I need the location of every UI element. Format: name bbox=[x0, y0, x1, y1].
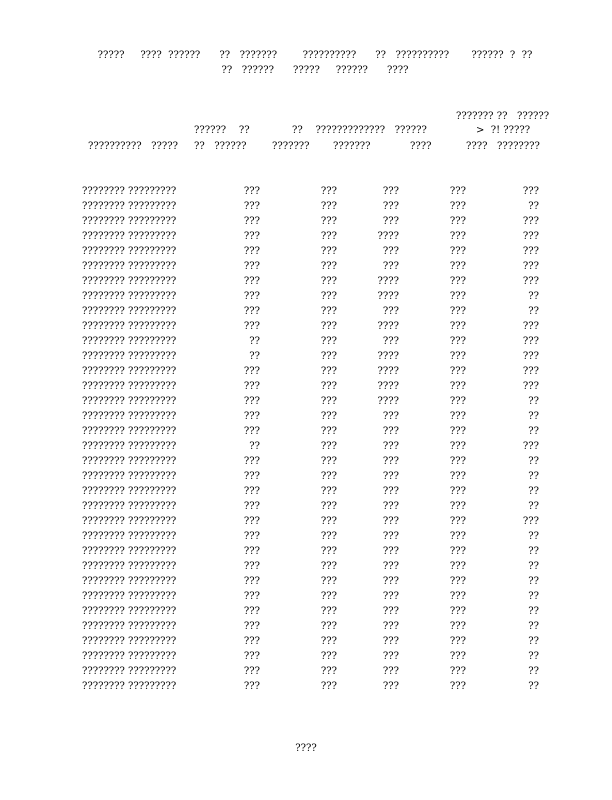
table-row bbox=[82, 259, 539, 274]
table-cell: ???????? bbox=[82, 621, 125, 632]
table-cell: ??? bbox=[449, 651, 466, 662]
table-cell: ???????? bbox=[82, 321, 125, 332]
header-top-right-1: ??????? ?? ?????? bbox=[456, 111, 550, 122]
table-cell: ??? bbox=[320, 381, 337, 392]
table-cell: ?? bbox=[528, 426, 539, 437]
table-cell: ??? bbox=[382, 456, 399, 467]
table-cell: ???????? bbox=[82, 681, 125, 692]
table-cell: ??? bbox=[320, 396, 337, 407]
table-cell: ???????? bbox=[82, 456, 125, 467]
table-row bbox=[82, 184, 539, 199]
table-cell: ??? bbox=[449, 246, 466, 257]
table-cell: ??? bbox=[320, 606, 337, 617]
table-cell: ????????? bbox=[128, 516, 177, 527]
table-cell: ??? bbox=[320, 216, 337, 227]
table-cell: ???????? bbox=[82, 396, 125, 407]
table-cell: ??? bbox=[243, 291, 260, 302]
table-cell: ??? bbox=[522, 351, 539, 362]
table-row bbox=[82, 664, 539, 679]
table-cell: ??? bbox=[243, 426, 260, 437]
table-cell: ????????? bbox=[128, 336, 177, 347]
table-cell: ????????? bbox=[128, 501, 177, 512]
table-cell: ???????? bbox=[82, 201, 125, 212]
table-row bbox=[82, 574, 539, 589]
table-row bbox=[82, 424, 539, 439]
table-cell: ??? bbox=[449, 396, 466, 407]
table-cell: ???????? bbox=[82, 591, 125, 602]
table-row bbox=[82, 499, 539, 514]
table-cell: ????????? bbox=[128, 381, 177, 392]
header-col2: ?? ?????? bbox=[194, 141, 247, 152]
table-cell: ??? bbox=[243, 471, 260, 482]
table-cell: ??? bbox=[320, 456, 337, 467]
table-cell: ??? bbox=[243, 546, 260, 557]
table-cell: ???????? bbox=[82, 231, 125, 242]
table-cell: ??? bbox=[382, 546, 399, 557]
table-cell: ????????? bbox=[128, 456, 177, 467]
table-cell: ??? bbox=[382, 666, 399, 677]
table-cell: ???????? bbox=[82, 471, 125, 482]
table-cell: ??? bbox=[449, 426, 466, 437]
table-cell: ???? bbox=[377, 396, 399, 407]
table-cell: ??? bbox=[449, 576, 466, 587]
header-top-right-2: > ?! ????? bbox=[476, 125, 531, 136]
table-cell: ??? bbox=[449, 591, 466, 602]
table-cell: ????????? bbox=[128, 441, 177, 452]
table-cell: ??? bbox=[320, 666, 337, 677]
table-cell: ??? bbox=[320, 501, 337, 512]
table-cell: ???????? bbox=[82, 306, 125, 317]
table-cell: ??? bbox=[522, 186, 539, 197]
table-cell: ??? bbox=[382, 486, 399, 497]
table-cell: ????????? bbox=[128, 306, 177, 317]
table-row bbox=[82, 544, 539, 559]
table-cell: ??? bbox=[320, 336, 337, 347]
table-row bbox=[82, 409, 539, 424]
table-cell: ??? bbox=[243, 636, 260, 647]
table-cell: ??? bbox=[243, 576, 260, 587]
table-cell: ??? bbox=[382, 471, 399, 482]
table-cell: ?? bbox=[528, 651, 539, 662]
table-cell: ??? bbox=[382, 501, 399, 512]
header-col0: ?????????? ????? bbox=[88, 141, 178, 152]
table-cell: ???????? bbox=[82, 531, 125, 542]
table-cell: ???? bbox=[377, 321, 399, 332]
table-cell: ????????? bbox=[128, 216, 177, 227]
table-cell: ??? bbox=[382, 636, 399, 647]
table-cell: ??? bbox=[449, 531, 466, 542]
table-cell: ??? bbox=[243, 246, 260, 257]
table-row bbox=[82, 319, 539, 334]
table-cell: ??? bbox=[382, 426, 399, 437]
table-cell: ??? bbox=[382, 531, 399, 542]
table-cell: ????????? bbox=[128, 546, 177, 557]
table-cell: ??? bbox=[382, 411, 399, 422]
table-cell: ???????? bbox=[82, 501, 125, 512]
table-cell: ??? bbox=[382, 576, 399, 587]
table-cell: ??? bbox=[243, 621, 260, 632]
table-cell: ??? bbox=[320, 651, 337, 662]
table-cell: ??? bbox=[320, 186, 337, 197]
table-cell: ??? bbox=[243, 186, 260, 197]
table-cell: ?? bbox=[528, 531, 539, 542]
table-cell: ??? bbox=[382, 591, 399, 602]
table-cell: ????????? bbox=[128, 261, 177, 272]
table-cell: ??? bbox=[320, 531, 337, 542]
table-cell: ????????? bbox=[128, 606, 177, 617]
table-cell: ????????? bbox=[128, 246, 177, 257]
table-cell: ??? bbox=[320, 636, 337, 647]
table-cell: ????????? bbox=[128, 486, 177, 497]
table-cell: ???????? bbox=[82, 336, 125, 347]
table-row bbox=[82, 649, 539, 664]
table-cell: ???????? bbox=[82, 666, 125, 677]
table-cell: ??? bbox=[243, 306, 260, 317]
table-cell: ??? bbox=[320, 291, 337, 302]
data-table bbox=[82, 184, 539, 694]
table-cell: ??? bbox=[522, 381, 539, 392]
table-cell: ??? bbox=[320, 426, 337, 437]
table-row bbox=[82, 304, 539, 319]
table-cell: ??? bbox=[449, 561, 466, 572]
table-cell: ??? bbox=[449, 516, 466, 527]
table-cell: ??? bbox=[522, 231, 539, 242]
table-cell: ??? bbox=[243, 456, 260, 467]
table-cell: ??? bbox=[320, 261, 337, 272]
table-cell: ?? bbox=[528, 576, 539, 587]
table-cell: ????????? bbox=[128, 666, 177, 677]
header-col4: ??????? bbox=[333, 141, 371, 152]
table-cell: ????????? bbox=[128, 576, 177, 587]
table-cell: ??? bbox=[449, 261, 466, 272]
table-cell: ?? bbox=[528, 456, 539, 467]
table-cell: ????????? bbox=[128, 681, 177, 692]
table-cell: ??? bbox=[382, 681, 399, 692]
table-cell: ????????? bbox=[128, 396, 177, 407]
table-cell: ????????? bbox=[128, 351, 177, 362]
table-cell: ???????? bbox=[82, 246, 125, 257]
table-row bbox=[82, 619, 539, 634]
table-cell: ??? bbox=[449, 381, 466, 392]
header-col3: ??????? bbox=[272, 141, 310, 152]
table-cell: ???????? bbox=[82, 366, 125, 377]
table-cell: ?? bbox=[528, 486, 539, 497]
table-cell: ??? bbox=[449, 636, 466, 647]
table-row bbox=[82, 394, 539, 409]
table-cell: ??? bbox=[243, 261, 260, 272]
table-cell: ??? bbox=[243, 486, 260, 497]
table-cell: ??? bbox=[243, 591, 260, 602]
table-cell: ??? bbox=[243, 201, 260, 212]
table-cell: ???? bbox=[377, 366, 399, 377]
table-cell: ?? bbox=[528, 591, 539, 602]
table-cell: ??? bbox=[449, 501, 466, 512]
table-row bbox=[82, 469, 539, 484]
table-cell: ???????? bbox=[82, 216, 125, 227]
table-cell: ????????? bbox=[128, 276, 177, 287]
title-line-2: ?? ?????? ????? ?????? ???? bbox=[221, 65, 409, 76]
table-cell: ????????? bbox=[128, 201, 177, 212]
table-row bbox=[82, 604, 539, 619]
table-cell: ??? bbox=[522, 276, 539, 287]
table-cell: ??? bbox=[449, 441, 466, 452]
table-cell: ?? bbox=[528, 501, 539, 512]
table-cell: ??? bbox=[243, 216, 260, 227]
table-cell: ??? bbox=[243, 516, 260, 527]
table-cell: ?? bbox=[249, 441, 260, 452]
table-cell: ??? bbox=[449, 456, 466, 467]
table-cell: ??? bbox=[320, 306, 337, 317]
table-cell: ??? bbox=[243, 531, 260, 542]
table-cell: ???????? bbox=[82, 381, 125, 392]
table-cell: ??? bbox=[382, 621, 399, 632]
table-row bbox=[82, 229, 539, 244]
table-cell: ????????? bbox=[128, 471, 177, 482]
table-cell: ????????? bbox=[128, 186, 177, 197]
table-row bbox=[82, 199, 539, 214]
table-cell: ??? bbox=[320, 681, 337, 692]
table-cell: ??? bbox=[320, 246, 337, 257]
table-cell: ??? bbox=[522, 336, 539, 347]
table-cell: ??? bbox=[243, 276, 260, 287]
table-cell: ??? bbox=[522, 516, 539, 527]
table-row bbox=[82, 484, 539, 499]
table-cell: ???????? bbox=[82, 486, 125, 497]
table-cell: ??? bbox=[243, 606, 260, 617]
table-row bbox=[82, 274, 539, 289]
table-cell: ??? bbox=[320, 486, 337, 497]
table-cell: ?? bbox=[528, 636, 539, 647]
table-cell: ??? bbox=[243, 681, 260, 692]
table-cell: ??? bbox=[449, 681, 466, 692]
table-cell: ?? bbox=[528, 561, 539, 572]
table-cell: ??? bbox=[382, 201, 399, 212]
table-row bbox=[82, 454, 539, 469]
table-cell: ??? bbox=[320, 516, 337, 527]
table-cell: ??? bbox=[382, 306, 399, 317]
table-cell: ??? bbox=[449, 276, 466, 287]
table-cell: ?? bbox=[528, 621, 539, 632]
table-row bbox=[82, 349, 539, 364]
table-cell: ??? bbox=[320, 471, 337, 482]
table-cell: ???????? bbox=[82, 561, 125, 572]
table-cell: ??? bbox=[243, 561, 260, 572]
table-cell: ????????? bbox=[128, 411, 177, 422]
table-row bbox=[82, 364, 539, 379]
table-cell: ??? bbox=[243, 651, 260, 662]
table-cell: ?? bbox=[528, 411, 539, 422]
table-row bbox=[82, 634, 539, 649]
table-cell: ??? bbox=[449, 621, 466, 632]
table-cell: ??? bbox=[320, 321, 337, 332]
table-cell: ?? bbox=[528, 681, 539, 692]
table-cell: ???? bbox=[377, 291, 399, 302]
header-col6: ???? ???????? bbox=[466, 141, 540, 152]
table-cell: ??? bbox=[382, 246, 399, 257]
table-cell: ?? bbox=[249, 336, 260, 347]
table-cell: ?? bbox=[528, 546, 539, 557]
title-line-1: ????? ???? ?????? ?? ??????? ?????????? ?? ?????????? ?????? ? ?? bbox=[97, 50, 533, 61]
table-row bbox=[82, 559, 539, 574]
table-row bbox=[82, 244, 539, 259]
table-cell: ??? bbox=[449, 486, 466, 497]
table-cell: ??? bbox=[243, 366, 260, 377]
document-title bbox=[80, 48, 550, 78]
table-row bbox=[82, 214, 539, 229]
table-cell: ??? bbox=[320, 231, 337, 242]
table-cell: ???????? bbox=[82, 291, 125, 302]
table-cell: ??? bbox=[320, 441, 337, 452]
table-cell: ??? bbox=[449, 231, 466, 242]
table-cell: ??? bbox=[320, 411, 337, 422]
table-cell: ???? bbox=[377, 351, 399, 362]
table-cell: ???????? bbox=[82, 411, 125, 422]
table-cell: ??? bbox=[382, 186, 399, 197]
table-cell: ???????? bbox=[82, 351, 125, 362]
table-cell: ????????? bbox=[128, 621, 177, 632]
table-cell: ??? bbox=[382, 651, 399, 662]
table-cell: ??? bbox=[449, 411, 466, 422]
table-cell: ????????? bbox=[128, 291, 177, 302]
table-cell: ???????? bbox=[82, 186, 125, 197]
table-cell: ??? bbox=[320, 351, 337, 362]
header-mid-1: ?????? ?? bbox=[194, 125, 250, 136]
table-cell: ??? bbox=[382, 561, 399, 572]
table-cell: ???????? bbox=[82, 651, 125, 662]
table-cell: ????????? bbox=[128, 231, 177, 242]
table-cell: ??? bbox=[243, 381, 260, 392]
table-cell: ??? bbox=[243, 666, 260, 677]
table-cell: ??? bbox=[243, 501, 260, 512]
table-cell: ????????? bbox=[128, 561, 177, 572]
table-cell: ?? bbox=[528, 606, 539, 617]
table-cell: ??? bbox=[320, 561, 337, 572]
table-cell: ??? bbox=[449, 606, 466, 617]
table-cell: ???????? bbox=[82, 576, 125, 587]
table-cell: ???????? bbox=[82, 426, 125, 437]
table-cell: ??? bbox=[522, 246, 539, 257]
table-cell: ??? bbox=[243, 321, 260, 332]
table-cell: ???????? bbox=[82, 606, 125, 617]
table-cell: ??? bbox=[449, 201, 466, 212]
table-cell: ??? bbox=[320, 201, 337, 212]
table-cell: ???? bbox=[377, 231, 399, 242]
data-table-body bbox=[82, 184, 539, 694]
table-cell: ???????? bbox=[82, 261, 125, 272]
table-cell: ??? bbox=[320, 276, 337, 287]
table-cell: ?? bbox=[528, 306, 539, 317]
table-cell: ??? bbox=[449, 366, 466, 377]
table-cell: ?? bbox=[528, 666, 539, 677]
table-cell: ????????? bbox=[128, 531, 177, 542]
table-cell: ???????? bbox=[82, 516, 125, 527]
table-row bbox=[82, 679, 539, 694]
table-cell: ???????? bbox=[82, 636, 125, 647]
table-cell: ??? bbox=[522, 441, 539, 452]
table-cell: ??? bbox=[449, 306, 466, 317]
table-cell: ????????? bbox=[128, 636, 177, 647]
table-cell: ??? bbox=[382, 336, 399, 347]
table-cell: ??? bbox=[243, 231, 260, 242]
table-cell: ?? bbox=[528, 396, 539, 407]
table-cell: ????????? bbox=[128, 366, 177, 377]
table-cell: ??? bbox=[449, 321, 466, 332]
table-row bbox=[82, 379, 539, 394]
header-mid-2: ?? ????????????? ?????? bbox=[292, 125, 427, 136]
table-cell: ?? bbox=[528, 471, 539, 482]
table-cell: ??? bbox=[449, 186, 466, 197]
table-cell: ??? bbox=[522, 321, 539, 332]
table-cell: ??? bbox=[243, 396, 260, 407]
table-cell: ??? bbox=[320, 366, 337, 377]
table-cell: ???? bbox=[377, 276, 399, 287]
table-cell: ??? bbox=[522, 366, 539, 377]
table-cell: ???????? bbox=[82, 441, 125, 452]
table-cell: ??? bbox=[449, 546, 466, 557]
table-cell: ??? bbox=[449, 216, 466, 227]
table-cell: ???????? bbox=[82, 276, 125, 287]
page-footer: ???? bbox=[295, 743, 317, 754]
table-cell: ?? bbox=[528, 201, 539, 212]
table-row bbox=[82, 289, 539, 304]
table-row bbox=[82, 334, 539, 349]
table-cell: ??? bbox=[320, 546, 337, 557]
header-col5: ???? bbox=[410, 141, 432, 152]
table-cell: ??? bbox=[382, 261, 399, 272]
table-cell: ??? bbox=[320, 621, 337, 632]
table-cell: ???? bbox=[377, 381, 399, 392]
table-cell: ????????? bbox=[128, 651, 177, 662]
table-cell: ????????? bbox=[128, 321, 177, 332]
table-cell: ??? bbox=[522, 216, 539, 227]
table-row bbox=[82, 439, 539, 454]
table-row bbox=[82, 529, 539, 544]
table-cell: ??? bbox=[382, 516, 399, 527]
table-cell: ??? bbox=[449, 336, 466, 347]
table-cell: ??? bbox=[320, 591, 337, 602]
table-cell: ??? bbox=[449, 666, 466, 677]
table-cell: ????????? bbox=[128, 426, 177, 437]
table-row bbox=[82, 589, 539, 604]
table-cell: ??? bbox=[522, 261, 539, 272]
table-row bbox=[82, 514, 539, 529]
table-cell: ????????? bbox=[128, 591, 177, 602]
table-cell: ??? bbox=[449, 471, 466, 482]
table-cell: ??? bbox=[320, 576, 337, 587]
table-cell: ???????? bbox=[82, 546, 125, 557]
table-cell: ?? bbox=[249, 351, 260, 362]
table-cell: ??? bbox=[382, 606, 399, 617]
table-cell: ??? bbox=[382, 216, 399, 227]
table-cell: ??? bbox=[449, 351, 466, 362]
table-cell: ??? bbox=[243, 411, 260, 422]
table-cell: ??? bbox=[382, 441, 399, 452]
table-cell: ?? bbox=[528, 291, 539, 302]
table-cell: ??? bbox=[449, 291, 466, 302]
